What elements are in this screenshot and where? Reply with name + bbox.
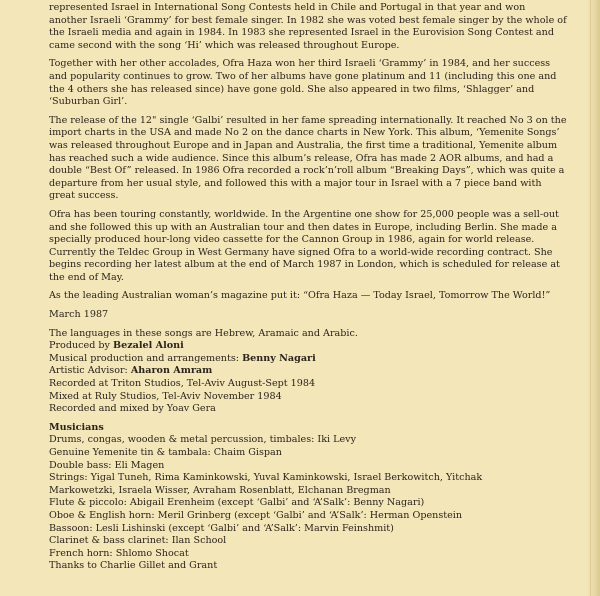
artistic-advisor-name: Aharon Amram [130, 365, 213, 377]
bio-paragraph-1 [49, 2, 569, 52]
text-line: and she followed this up with an Australian tour and then dates in Europe, including Berlin. She made a [49, 221, 557, 233]
musician-line: Clarinet & bass clarinet: Ilan School [49, 535, 227, 547]
recorded-mixed-line: Recorded and mixed by Yoav Gera [49, 403, 216, 415]
artistic-advisor-label: Artistic Advisor: [49, 365, 128, 377]
bio-quote-paragraph [49, 290, 569, 303]
musician-line: French horn: Shlomo Shocat [49, 547, 189, 559]
text-line: represented Israel in International Song Contests held in Chile and Portugal in that year and won [49, 2, 526, 13]
text-line: Currently the Teldec Group in West Germany have signed Ofra to a world-wide recording contract. She [49, 246, 553, 258]
producer-line [49, 340, 569, 353]
text-line: the end of May. [49, 271, 124, 283]
bio-date [49, 309, 569, 322]
text-line: import charts in the USA and made No 2 on the dance charts in New York. This album, ‘Yemenite Songs’ [49, 127, 560, 139]
languages-line: The languages in these songs are Hebrew, Aramaic and Arabic. [49, 327, 358, 339]
text-line: departure from her usual style, and followed this with a major tour in Israel with a 7 piece band with [49, 177, 542, 189]
text-line: begins recording her latest album at the end of March 1987 in London, which is scheduled for release at [49, 259, 560, 271]
text-line: was released throughout Europe and in Japan and Australia, the first time a traditional, Yemenite album [49, 139, 558, 151]
musician-line: Genuine Yemenite tin & tambala: Chaim Gispan [49, 447, 282, 458]
text-line: has reached such a wide audience. Since this album’s release, Ofra has made 2 AOR albums, and had a [49, 152, 554, 164]
text-line: Together with her other accolades, Ofra Haza won her third Israeli ‘Grammy’ in 1984, and her success [49, 58, 551, 70]
producer-name: Bezalel Aloni [113, 340, 184, 352]
text-line: ‘Suburban Girl’. [49, 96, 128, 108]
musician-line: Bassoon: Lesli Lishinski (except ‘Galbi’ and ‘A’Salk’: Marvin Feinshmit) [49, 522, 394, 534]
booklet-spine-edge [586, 0, 600, 596]
musician-line: Markowetzki, Israela Wisser, Avraham Rosenblatt, Elchanan Bregman [49, 484, 391, 496]
musician-line: Oboe & English horn: Meril Grinberg (except ‘Galbi’ and ‘A’Salk’: Herman Openstein [49, 509, 463, 521]
text-line: specially produced hour-long video cassette for the Cannon Group in 1986, again for world release. [49, 234, 535, 246]
text-line: the Israeli media and again in 1984. In 1983 she represented Israel in the Eurovision Song Contest and [49, 27, 554, 39]
musical-production-name: Benny Nagari [242, 352, 316, 364]
musician-line: Drums, congas, wooden & metal percussion, timbales: Iki Levy [49, 434, 357, 446]
text-line: double “Best Of” released. In 1986 Ofra recorded a rock’n’roll album “Breaking Days”, which was quite a [49, 165, 565, 177]
text-line: and popularity continues to grow. Two of her albums have gone platinum and 11 (including this one and [49, 70, 557, 82]
musician-line: Flute & piccolo: Abigail Erenheim (except ‘Galbi’ and ‘A’Salk’: Benny Nagari) [49, 497, 425, 509]
mixed-line: Mixed at Ruly Studios, Tel-Aviv November 1984 [49, 390, 282, 402]
credits-block [49, 328, 569, 416]
musician-line: Thanks to Charlie Gillet and Grant [49, 560, 218, 572]
musician-line: Strings: Yigal Tuneh, Rima Kaminkowski, Yuval Kaminkowski, Israel Berkowitch, Yitchak [49, 472, 483, 484]
recorded-line: Recorded at Triton Studios, Tel-Aviv August-Sept 1984 [49, 378, 316, 390]
musicians-block [49, 422, 569, 573]
producer-label: Produced by [49, 340, 110, 352]
liner-notes-page [49, 2, 569, 573]
text-line: The release of the 12" single ‘Galbi’ resulted in her fame spreading internationally. It reached No 3 on the [49, 114, 567, 126]
musicians-heading [49, 422, 569, 435]
text-line: As the leading Australian woman’s magazine put it: “Ofra Haza — Today Israel, Tomorrow The World!” [49, 290, 551, 302]
text-line: the 4 others she has released since) have gone gold. She also appeared in two films, ‘Shlagger’ and [49, 83, 535, 95]
text-line: Ofra has been touring constantly, worldwide. In the Argentine one show for 25,000 people was a sell-out [49, 208, 559, 220]
text-line: another Israeli ‘Grammy’ for best female singer. In 1982 she was voted best female singer by the whole of [49, 14, 567, 26]
musician-line: Double bass: Eli Magen [49, 459, 165, 471]
bio-paragraph-2 [49, 58, 569, 108]
musical-production-label: Musical production and arrangements: [49, 352, 239, 364]
text-line: came second with the song ‘Hi’ which was released throughout Europe. [49, 39, 400, 51]
artistic-advisor-line [49, 365, 569, 378]
date-text: March 1987 [49, 309, 109, 321]
musicians-heading-text: Musicians [49, 421, 104, 433]
bio-paragraph-4 [49, 209, 569, 285]
booklet-crease [590, 0, 591, 596]
text-line: great success. [49, 190, 119, 202]
musical-production-line [49, 353, 569, 366]
bio-paragraph-3 [49, 115, 569, 203]
